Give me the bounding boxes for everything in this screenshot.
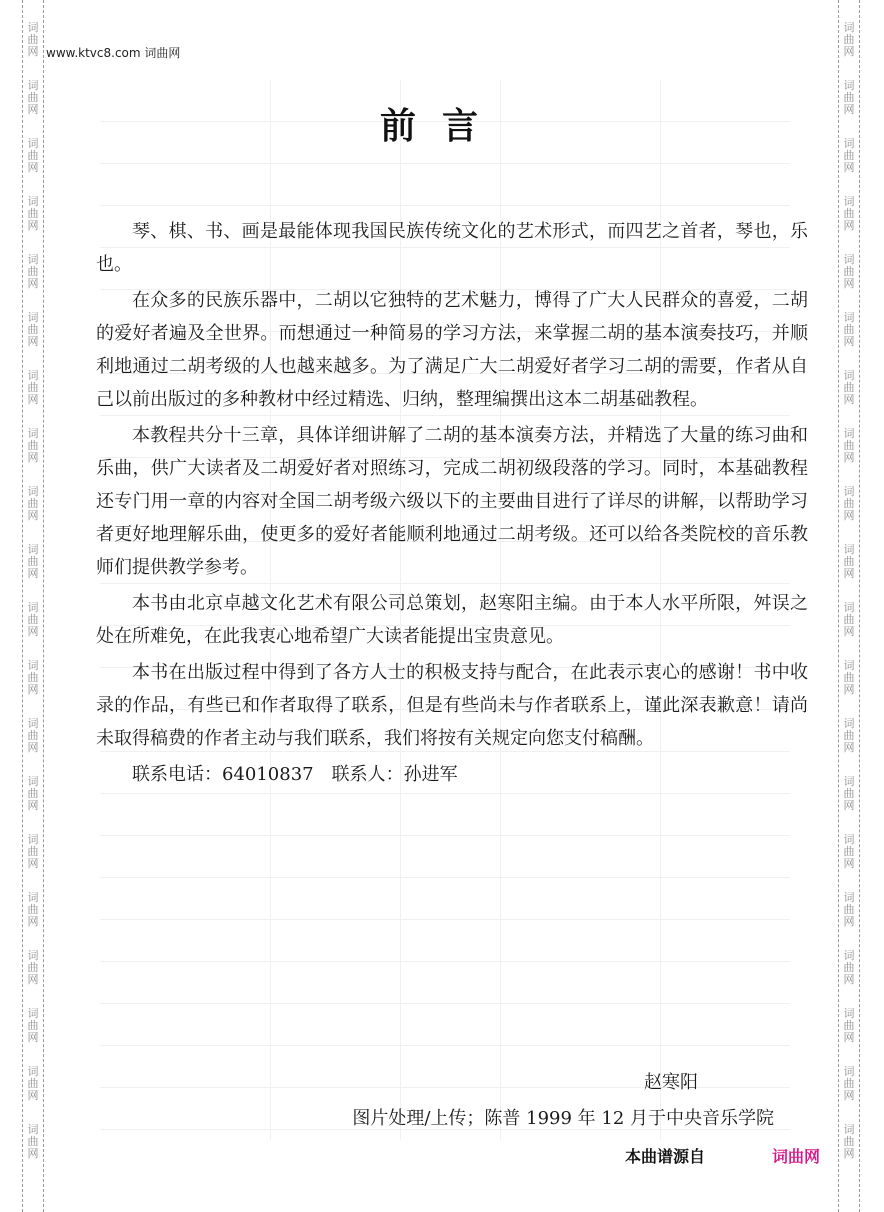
- watermark-text: 词 曲 网: [843, 775, 855, 812]
- site-url[interactable]: www.ktvc8.com 词曲网: [46, 46, 181, 60]
- watermark-text: 词 曲 网: [843, 485, 855, 522]
- watermark-text: 词 曲 网: [843, 427, 855, 464]
- paragraph: 本书由北京卓越文化艺术有限公司总策划，赵寒阳主编。由于本人水平所限，舛误之处在所难免，在此我衷心地希望广大读者能提出宝贵意见。: [96, 593, 808, 647]
- watermark-text: 词 曲 网: [843, 79, 855, 116]
- watermark-text: 词 曲 网: [27, 891, 39, 928]
- watermark-text: 词 曲 网: [27, 1065, 39, 1102]
- watermark-text: 词 曲 网: [27, 1007, 39, 1044]
- watermark-text: 词 曲 网: [27, 253, 39, 290]
- watermark-text: 词 曲 网: [27, 717, 39, 754]
- watermark-text: 词 曲 网: [27, 137, 39, 174]
- watermark-text: 词 曲 网: [843, 253, 855, 290]
- watermark-text: 词 曲 网: [843, 601, 855, 638]
- source-site-link[interactable]: 词曲网: [772, 1147, 821, 1166]
- watermark-text: 词 曲 网: [27, 833, 39, 870]
- watermark-text: 词 曲 网: [843, 21, 855, 58]
- watermark-text: 词 曲 网: [27, 659, 39, 696]
- signature-date-line: 图片处理/上传；陈普 1999 年 12 月于中央音乐学院: [352, 1108, 774, 1129]
- watermark-text: 词 曲 网: [843, 717, 855, 754]
- watermark-text: 词 曲 网: [843, 833, 855, 870]
- preface-body: [96, 215, 808, 794]
- watermark-text: 词 曲 网: [843, 311, 855, 348]
- watermark-text: 词 曲 网: [843, 369, 855, 406]
- watermark-text: 词 曲 网: [27, 21, 39, 58]
- watermark-text: 词 曲 网: [843, 543, 855, 580]
- watermark-text: 词 曲 网: [27, 601, 39, 638]
- watermark-text: 词 曲 网: [27, 311, 39, 348]
- watermark-text: 词 曲 网: [27, 775, 39, 812]
- watermark-text: 词 曲 网: [843, 891, 855, 928]
- signature-name: 赵寒阳: [644, 1072, 698, 1093]
- watermark-text: 词 曲 网: [843, 195, 855, 232]
- page-title: 前言: [379, 106, 504, 147]
- left-watermark-strip: [22, 0, 44, 1212]
- watermark-text: 词 曲 网: [27, 79, 39, 116]
- watermark-text: 词 曲 网: [843, 1123, 855, 1160]
- paragraph: 琴、棋、书、画是最能体现我国民族传统文化的艺术形式，而四艺之首者，琴也，乐也。: [96, 221, 808, 275]
- watermark-text: 词 曲 网: [843, 1065, 855, 1102]
- source-label: 本曲谱源自: [625, 1147, 706, 1166]
- watermark-text: 词 曲 网: [843, 949, 855, 986]
- watermark-text: 词 曲 网: [843, 659, 855, 696]
- watermark-text: 词 曲 网: [27, 485, 39, 522]
- watermark-text: 词 曲 网: [843, 137, 855, 174]
- paragraph: 在众多的民族乐器中，二胡以它独特的艺术魅力，博得了广大人民群众的喜爱，二胡的爱好者遍及全世界。而想通过一种简易的学习方法，来掌握二胡的基本演奏技巧，并顺利地通过二胡考级的人也越来越多。为了满足广大二胡爱好者学习二胡的需要，作者从自己以前出版过的多种教材中经过精选、归纳，整理编撰出这本二胡基础教程。: [96, 290, 808, 410]
- watermark-text: 词 曲 网: [27, 195, 39, 232]
- watermark-text: 词 曲 网: [27, 543, 39, 580]
- watermark-text: 词 曲 网: [27, 427, 39, 464]
- watermark-text: 词 曲 网: [27, 949, 39, 986]
- contact-info: 联系电话：64010837 联系人：孙进军: [132, 764, 458, 785]
- paragraph: 本书在出版过程中得到了各方人士的积极支持与配合，在此表示衷心的感谢！书中收录的作品，有些已和作者取得了联系，但是有些尚未与作者联系上，谨此深表歉意！请尚未取得稿费的作者主动与我们联系，我们将按有关规定向您支付稿酬。: [96, 662, 808, 749]
- watermark-text: 词 曲 网: [843, 1007, 855, 1044]
- watermark-text: 词 曲 网: [27, 1123, 39, 1160]
- watermark-text: 词 曲 网: [27, 369, 39, 406]
- paragraph: 本教程共分十三章，具体详细讲解了二胡的基本演奏方法，并精选了大量的练习曲和乐曲，供广大读者及二胡爱好者对照练习，完成二胡初级段落的学习。同时，本基础教程还专门用一章的内容对全国二胡考级六级以下的主要曲目进行了详尽的讲解，以帮助学习者更好地理解乐曲，使更多的爱好者能顺利地通过二胡考级。还可以给各类院校的音乐教师们提供教学参考。: [96, 425, 808, 578]
- right-watermark-strip: [838, 0, 860, 1212]
